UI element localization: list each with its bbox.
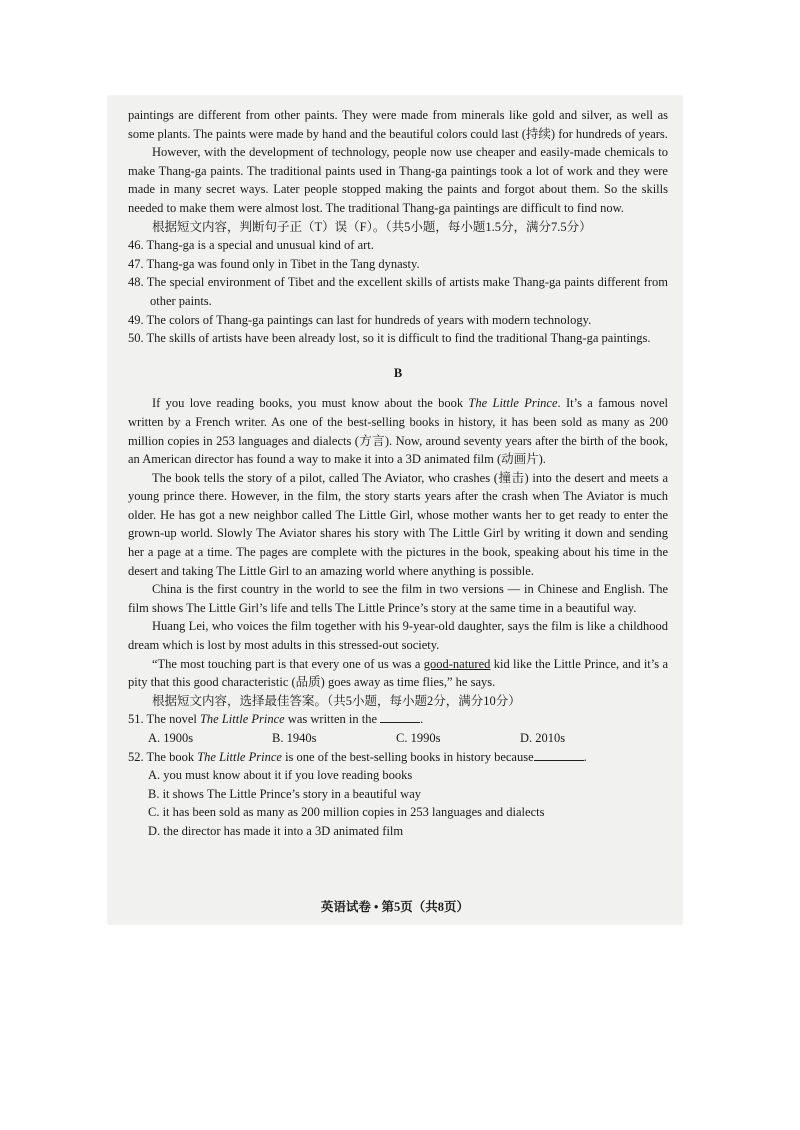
q52-stem-after: is one of the best-selling books in history because: [281, 749, 534, 764]
passage-b-paragraph-5: [128, 655, 668, 692]
q51-book-title: The Little Prince: [199, 712, 285, 727]
book-title: The Little Prince: [468, 396, 558, 411]
q51-options: [128, 729, 668, 748]
q51-stem-end: .: [420, 712, 424, 727]
q51-answer-blank[interactable]: [380, 710, 420, 723]
q52-stem-before: 52. The book: [128, 749, 198, 764]
q51-stem-after: was written in the: [284, 712, 378, 727]
question-50: 50. The skills of artists have been already lost, so it is difficult to find the traditional Thang-ga paintings.: [128, 331, 651, 346]
q52-stem-end: .: [583, 749, 587, 764]
question-46: 46. Thang-ga is a special and unusual kind of art.: [128, 238, 374, 253]
question-47: 47. Thang-ga was found only in Tibet in the Tang dynasty.: [128, 256, 420, 271]
page-footer: 英语试卷 • 第5页（共8页）: [320, 900, 470, 914]
question-51: [128, 710, 668, 729]
p1-text-after: . It’s a famous novel written by a French writer. As one of the best-selling books in history, it has been sold as many as 200 million copies in 253 languages and dialects (方言). Now, around seventy years after the birth of the book, an American director has found a way to make it into a 3D animated film (动画片).: [128, 396, 668, 467]
q52-option-d[interactable]: D. the director has made it into a 3D animated film: [148, 823, 404, 838]
exam-content: [128, 106, 668, 841]
q51-option-c[interactable]: C. 1990s: [396, 731, 441, 745]
passage-b-paragraph-3: China is the first country in the world to see the film in two versions — in Chinese and English. The film shows The Little Girl’s life and tells The Little Prince’s story at the same time in a beautiful way.: [128, 582, 668, 615]
q52-option-c[interactable]: C. it has been sold as many as 200 million copies in 253 languages and dialects: [148, 805, 545, 820]
question-49: 49. The colors of Thang-ga paintings can last for hundreds of years with modern technology.: [128, 312, 592, 327]
passage-b-paragraph-4: Huang Lei, who voices the film together with his 9-year-old daughter, says the film is like a childhood dream which is lost by most adults in this stressed-out society.: [128, 619, 668, 653]
passage-b-paragraph-1: [128, 394, 668, 468]
q52-option-b[interactable]: B. it shows The Little Prince’s story in a beautiful way: [148, 786, 421, 801]
q52-book-title: The Little Prince: [197, 749, 282, 764]
q51-option-b[interactable]: B. 1940s: [272, 731, 317, 745]
q51-option-d[interactable]: D. 2010s: [520, 731, 566, 745]
p1-text-before: If you love reading books, you must know about the book: [152, 396, 469, 411]
passage-a-paragraph-1: paintings are different from other paints. They were made from minerals like gold and silver, as well as some plants. The paints were made by hand and the beautiful colors could last (持续) for hundreds of years.: [128, 108, 668, 141]
underlined-word: good-natured: [423, 656, 491, 671]
passage-a-instruction: 根据短文内容，判断句子正（T）误（F）。（共5小题，每小题1.5分，满分7.5分）: [152, 219, 592, 234]
q51-option-a[interactable]: A. 1900s: [148, 731, 194, 745]
q51-stem-before: 51. The novel: [128, 712, 200, 727]
passage-a-paragraph-2: However, with the development of technology, people now use cheaper and easily-made chemicals to make Thang-ga paints. The traditional paints used in Thang-ga paintings took a lot of work and they were made in many secret ways. Later people stopped making the paints and forgot about them. So the skills needed to make them were almost lost. The traditional Thang-ga paintings are difficult to find now.: [128, 145, 668, 215]
q52-answer-blank[interactable]: [534, 748, 584, 761]
section-b-heading: B: [393, 365, 403, 380]
p5-text-after: kid like the Little Prince, and it’s a pity that this good characteristic (品质) goes away as time flies,” he says.: [128, 656, 668, 690]
p5-text-before: “The most touching part is that every one of us was a: [152, 656, 424, 671]
q52-option-a[interactable]: A. you must know about it if you love reading books: [148, 768, 413, 783]
passage-b-paragraph-2: The book tells the story of a pilot, called The Aviator, who crashes (撞击) into the desert and meets a young prince there. However, in the film, the story starts years after the crash when The Aviator is much older. He has got a new neighbor called The Little Girl, whose mother wants her to get ready to enter the grown-up world. Slowly The Aviator shares his story with The Little Girl by writing it down and sending her a page at a time. The pages are complete with the pictures in the book, speaking about his time in the desert and taking The Little Girl to an amazing world where anything is possible.: [128, 470, 668, 578]
passage-b-instruction: 根据短文内容，选择最佳答案。（共5小题，每小题2分，满分10分）: [152, 693, 521, 708]
question-48: 48. The special environment of Tibet and the excellent skills of artists make Thang-ga paints different from other paints.: [128, 275, 668, 308]
question-52: [128, 748, 668, 767]
